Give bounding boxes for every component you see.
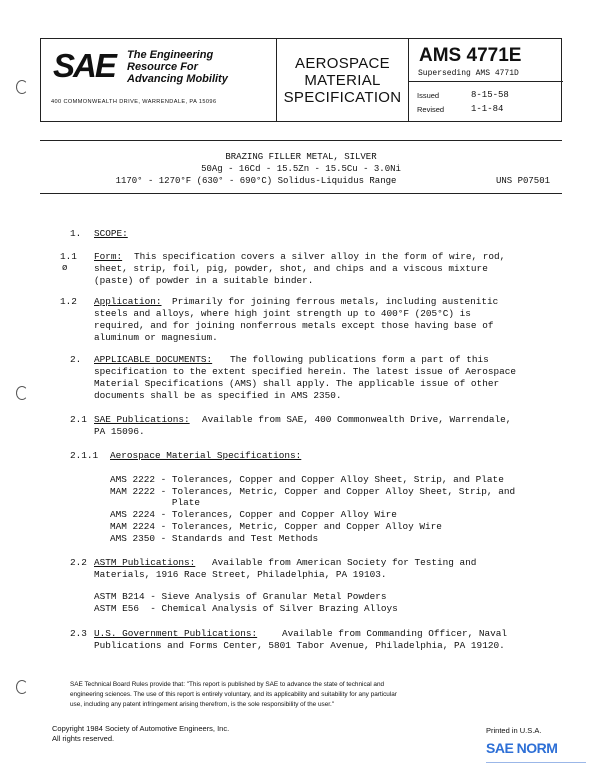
section-2-1-1-num: 2.1.1 <box>70 450 99 461</box>
binder-hole-middle <box>16 386 28 400</box>
uns-number: UNS P07501 <box>495 176 550 186</box>
section-2-3-num: 2.3 <box>70 628 87 639</box>
revised-label: Revised <box>417 105 445 114</box>
issued-label: Issued <box>417 91 440 100</box>
section-2-num: 2. <box>70 354 82 365</box>
section-2-3-head: U.S. Government Publications: <box>94 628 258 639</box>
sae-norm-watermark: SAE NORM <box>486 740 558 756</box>
section-2-1-num: 2.1 <box>70 414 87 425</box>
printed-in-usa: Printed in U.S.A. <box>486 726 542 735</box>
ams-number: AMS 4771E <box>419 45 522 66</box>
superseding-note: Superseding AMS 4771D <box>418 69 519 78</box>
header-box <box>40 38 562 122</box>
doc-type-title: AEROSPACE MATERIAL SPECIFICATION <box>277 39 409 121</box>
section-1-2-head: Application: <box>94 296 162 307</box>
section-2-1-head: SAE Publications: <box>94 414 190 425</box>
sae-tagline: The Engineering Resource For Advancing Mobility <box>127 49 228 85</box>
title-line-2: 50Ag - 16Cd - 15.5Zn - 15.5Cu - 3.0Ni <box>201 164 401 174</box>
sae-logo-panel <box>41 39 277 121</box>
binder-hole-bottom <box>16 680 28 694</box>
revised-date: 1-1-84 <box>471 104 504 114</box>
section-2-1-1-head: Aerospace Material Specifications: <box>110 450 302 461</box>
section-2-head: APPLICABLE DOCUMENTS: <box>94 354 213 365</box>
section-1-1-num: 1.1 <box>60 251 77 262</box>
ams-number-panel <box>409 39 563 121</box>
section-2-2-head: ASTM Publications: <box>94 557 196 568</box>
material-title-box <box>40 140 562 194</box>
sae-address: 400 COMMONWEALTH DRIVE, WARRENDALE, PA 15096 <box>51 99 217 105</box>
watermark-underline <box>486 762 586 763</box>
section-1-1-head: Form: <box>94 251 123 262</box>
ams-ref-2222: AMS 2222 - Tolerances, Copper and Copper Alloy Sheet, Strip, and Plate <box>110 474 504 485</box>
sae-logo: SAE <box>53 47 115 84</box>
mam-ref-2222-cont: Plate <box>110 497 201 508</box>
astm-ref-e56: ASTM E56 - Chemical Analysis of Silver Brazing Alloys <box>94 603 398 614</box>
binder-hole-top <box>16 80 28 94</box>
sae-disclaimer: SAE Technical Board Rules provide that: "This report is published by SAE to advance the state of technical and engineering sciences. The use of this report is entirely voluntary, and its applicability and suitability for any particular use, including any patent infringement arising therefrom, is the sole responsibility of the user." <box>70 681 397 708</box>
title-line-3: 1170° - 1270°F (630° - 690°C) Solidus-Liquidus Range <box>115 176 397 186</box>
ams-ref-2350: AMS 2350 - Standards and Test Methods <box>110 533 319 544</box>
mam-ref-2222: MAM 2222 - Tolerances, Metric, Copper and Copper Alloy Sheet, Strip, and <box>110 486 516 497</box>
section-1-head: SCOPE: <box>94 228 128 239</box>
issued-date: 8-15-58 <box>471 90 509 100</box>
astm-ref-b214: ASTM B214 - Sieve Analysis of Granular Metal Powders <box>94 591 387 602</box>
section-2-2-num: 2.2 <box>70 557 87 568</box>
section-1-2-num: 1.2 <box>60 296 77 307</box>
ams-ref-2224: AMS 2224 - Tolerances, Copper and Copper Alloy Wire <box>110 509 397 520</box>
section-1-num: 1. <box>70 228 82 239</box>
title-line-1: BRAZING FILLER METAL, SILVER <box>225 152 377 162</box>
ams-divider <box>409 81 563 82</box>
mam-ref-2224: MAM 2224 - Tolerances, Metric, Copper and Copper Alloy Wire <box>110 521 442 532</box>
revision-mark: ø <box>62 263 68 273</box>
copyright-notice: Copyright 1984 Society of Automotive Engineers, Inc. All rights reserved. <box>52 724 230 743</box>
